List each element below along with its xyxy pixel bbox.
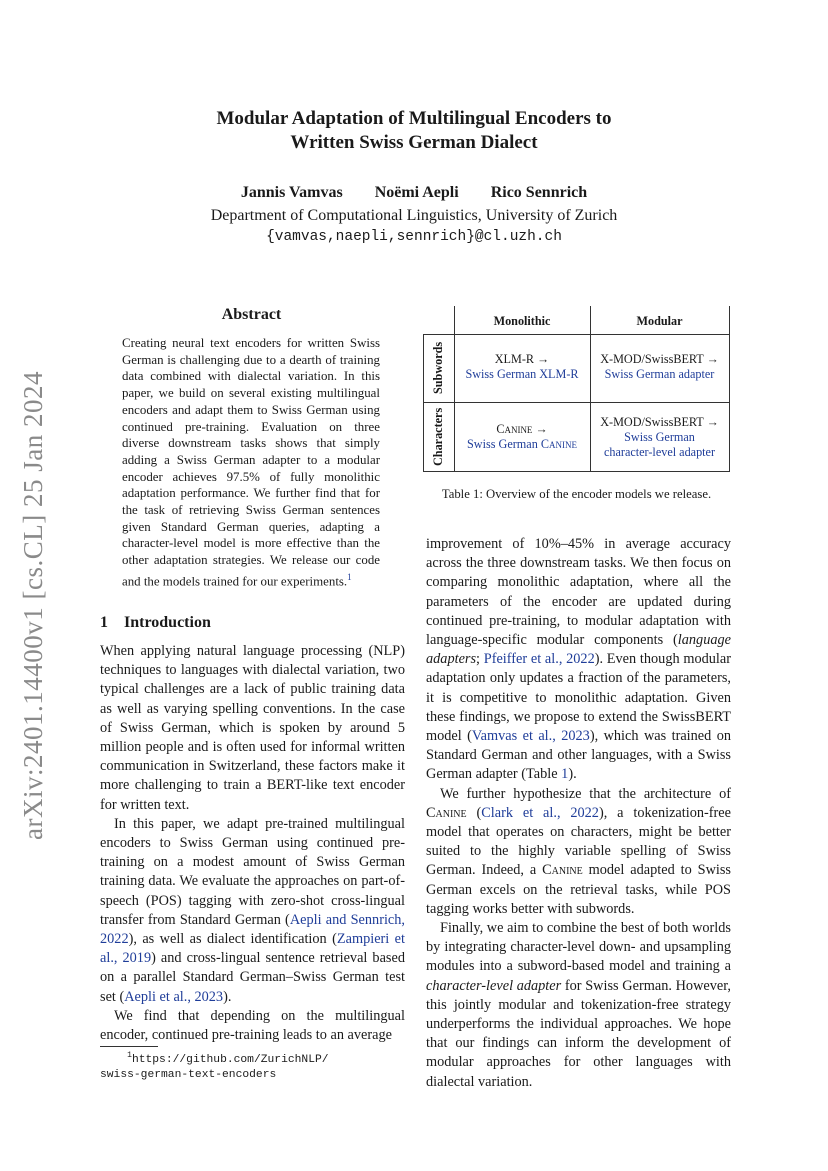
table-row-label-characters: Characters [431,407,445,466]
table-cell-characters-monolithic: Canine → Swiss German Canine [467,422,577,451]
table-header-modular: Modular [636,314,683,328]
footnote-url[interactable]: https://github.com/ZurichNLP/ swiss-german-text-encoders [100,1053,329,1081]
section-heading-introduction [100,614,211,632]
author-emails: {vamvas,naepli,sennrich}@cl.uzh.ch [266,229,562,245]
abstract-footnote-link[interactable]: 1 [347,571,352,582]
citation-pfeiffer-2022[interactable]: Pfeiffer et al., 2022 [483,651,595,668]
title-line-1: Modular Adaptation of Multilingual Encoders to [216,108,612,129]
footnote-1 [100,1048,405,1083]
author-3: Rico Sennrich [490,184,588,201]
table-1-reference[interactable]: 1 [561,766,569,783]
abstract-text: Creating neural text encoders for written Swiss German is challenging due to a dearth of training data combined with dialectal variation. In this paper, we build on several existing multilingual encoders and adapt them to Swiss German using continued pre-training. Evaluation on three diverse downstream tasks shows that simply adding a Swiss German adapter to a modular encoder achieves 97.5% of fully monolithic adaptation performance. We further find that for the task of retrieving Swiss German sentences given Standard German queries, adapting a character-level model is more effective than the other adaptation strategies. We release our code and the models trained for our experiments. [122,336,380,589]
citation-clark-2022[interactable]: Clark et al., 2022 [481,804,599,821]
table-row-label-subwords: Subwords [431,341,445,394]
table-1-caption: Table 1: Overview of the encoder models we release. [441,487,712,501]
footnote-mark: 1 [127,1051,132,1060]
author-list [100,184,728,202]
citation-aepli-2023[interactable]: Aepli et al., 2023 [124,988,224,1005]
abstract-heading: Abstract [221,306,282,323]
table-header-monolithic: Monolithic [493,314,551,328]
intro-paragraph-3-start: We find that depending on the multilingual encoder, continued pre-training leads to an average [100,1007,405,1044]
table-cell-subwords-monolithic: XLM-R → Swiss German XLM-R [465,352,579,381]
left-column [100,642,405,1045]
table-cell-characters-modular: X-MOD/SwissBERT → Swiss German character-level adapter [600,415,719,459]
intro-paragraph-3-cont: improvement of 10%–45% in average accuracy across the three downstream tasks. We then focus on comparing monolithic adaptation, where all the parameters of the encoder are updated during continued pre-training, to modular adaptation with language-specific modular components (language adapters; Pfeiffer et al., 2022). Even though modular adaptation only updates a fraction of the parameters, it is competitive to monolithic adaptation. Given these findings, we propose to extend the SwissBERT model (Vamvas et al., 2023), which was trained on Standard German and other languages, with a Swiss German adapter (Table 1). [426,536,731,783]
affiliation: Department of Computational Linguistics, University of Zurich [210,207,618,224]
title-line-2: Written Swiss German Dialect [290,132,538,153]
section-title: Introduction [124,614,211,631]
intro-paragraph-4: We further hypothesize that the architecture of Canine (Clark et al., 2022), a tokenization-free model that operates on characters, might be better suited to the highly variable spelling of Swiss German. Indeed, a Canine model adapted to Swiss German excels on the retrieval tasks, while POS tagging works better with subwords. [426,785,731,917]
section-number: 1 [100,614,108,631]
author-2: Noëmi Aepli [374,184,459,201]
intro-paragraph-1: When applying natural language processing (NLP) techniques to languages with dialectal variation, two typical challenges are a lack of public training data as well as varying spelling conventions. In the case of Swiss German, which is spoken by around 5 million people and is often used for informal written communication in Switzerland, these factors make it more challenging to train a BERT-like text encoder for written text. [100,643,405,813]
intro-paragraph-2: In this paper, we adapt pre-trained multilingual encoders to Swiss German using continued pre-training on a modest amount of Swiss German training data. We evaluate the approaches on part-of-speech (POS) tagging with zero-shot cross-lingual transfer from Standard German (Aepli and Sennrich, 2022), as well as dialect identification (Zampieri et al., 2019) and cross-lingual sentence retrieval based on a parallel Standard German–Swiss German test set (Aepli et al., 2023). [100,815,406,1005]
table-divider [423,402,730,403]
footnote-divider [100,1046,158,1047]
author-1: Jannis Vamvas [240,184,343,201]
table-divider [423,334,424,472]
table-divider [423,334,730,335]
table-1 [423,306,730,472]
citation-zampieri-2019[interactable]: Zampieri et al., 2019 [100,931,405,967]
table-divider [729,306,730,472]
intro-paragraph-5: Finally, we aim to combine the best of both worlds by integrating character-level down- and upsampling modules into a subword-based model and training a character-level adapter for Swiss German. However, this jointly modular and tokenization-free strategy underperforms the individual approaches. We hope that our findings can inform the development of modular approaches for other languages with dialectal variation. [426,920,731,1090]
arxiv-watermark: arXiv:2401.14400v1 [cs.CL] 25 Jan 2024 [18,371,48,840]
table-cell-subwords-modular: X-MOD/SwissBERT → Swiss German adapter [600,352,719,381]
paper-title [100,107,728,155]
citation-vamvas-2023[interactable]: Vamvas et al., 2023 [471,728,590,745]
right-column [426,535,731,1092]
table-divider [423,471,730,472]
abstract-body [122,335,380,590]
citation-aepli-sennrich-2022[interactable]: Aepli and Sennrich, 2022 [100,911,406,948]
